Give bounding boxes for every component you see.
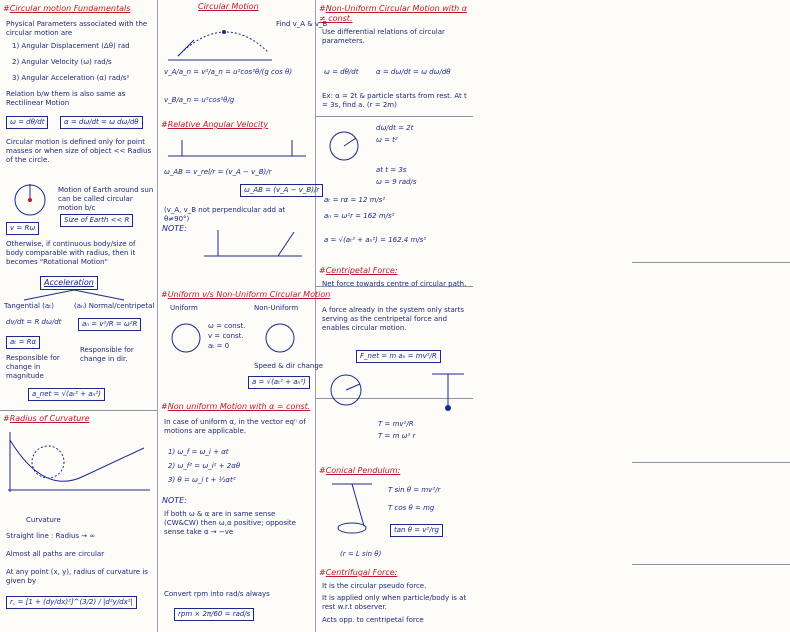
- divider-centrifugal: [632, 564, 790, 565]
- param-3: 3) Angular Acceleration (α) rad/s²: [12, 74, 130, 82]
- projectile-diagram: [164, 16, 274, 64]
- cf-2: It is applied only when particle/body is at rest w.r.t observer.: [322, 594, 467, 611]
- section-title-relative-angular: #Relative Angular Velocity: [161, 120, 269, 129]
- divider-centripetal: [632, 262, 790, 263]
- diff-eq-2: α = dω/dt = ω dω/dθ: [376, 68, 451, 76]
- string-circle-diagram: [322, 370, 372, 410]
- sol-line-4: ω = 9 rad/s: [376, 178, 417, 186]
- uniform-item-3: aₜ = 0: [208, 342, 230, 350]
- example-text: Ex: α = 2t & particle starts from rest. At t = 3s, find a. (r = 2m): [322, 92, 467, 109]
- nonuniform-diagram: [258, 318, 302, 358]
- section-title-circular-motion: Circular Motion: [198, 2, 259, 11]
- alpha-eq: α = dω/dt = ω dω/dθ: [60, 116, 143, 129]
- tsin-eq: T sin θ = mv²/r: [388, 486, 441, 494]
- tan-eq: tan θ = v²/rg: [390, 524, 443, 537]
- nonuni-eq-3: 3) θ = ω_i t + ½αt²: [168, 476, 236, 484]
- intro-text: Physical Parameters associated with the circular motion are: [6, 20, 148, 37]
- centripetal-desc: A force already in the system only starts serving as the centripetal force and enables circular motion.: [322, 306, 465, 332]
- sol-line-6: aₙ = ω²r = 162 m/s²: [324, 212, 395, 220]
- sol-line-5: aₜ = rα = 12 m/s²: [324, 196, 386, 204]
- omega-eq: ω = dθ/dt: [6, 116, 48, 129]
- curvature-label: Curvature: [26, 516, 61, 524]
- at-eq-2: aₜ = Rα: [6, 336, 40, 349]
- v-r-omega: v = Rω: [6, 222, 39, 235]
- divider-conical: [632, 462, 790, 463]
- sol-line-2: ω = t²: [376, 136, 398, 144]
- sol-line-1: dω/dt = 2t: [376, 124, 414, 132]
- section-title-nonuniform: #Non uniform Motion with α = const.: [161, 402, 311, 411]
- column-nonuniform: [316, 0, 474, 632]
- example-circle-diagram: [324, 126, 364, 166]
- param-1: 1) Angular Displacement (Δθ) rad: [12, 42, 130, 50]
- rel-note: (v_A, v_B not perpendicular add at θ≠90°): [164, 206, 286, 223]
- a-formula: a = √(aₜ² + aₙ²): [248, 376, 310, 389]
- note-label-1: NOTE:: [162, 224, 187, 233]
- a-net-eq: a_net = √(aₜ² + aₙ²): [28, 388, 105, 401]
- nonuniform-intro: In case of uniform α, in the vector eqⁿ of motions are applicable.: [164, 418, 306, 435]
- nonuni-eq-1: 1) ω_f = ω_i + αt: [168, 448, 229, 456]
- relation-note: Relation b/w them is also same as Rectilinear Motion: [6, 90, 126, 107]
- va-eq: v_A/a_n = v²/a_n = u²cos²θ/(g cos θ): [164, 68, 293, 76]
- an-note: Responsible for change in dir.: [80, 346, 134, 363]
- t-eq-2: T = m ω² r: [378, 432, 416, 440]
- diff-relations-intro: Use differential relations of circular parameters.: [322, 28, 445, 45]
- uniform-item-2: v = const.: [208, 332, 244, 340]
- conical-pendulum-diagram: [322, 480, 382, 546]
- rotational-note: Otherwise, if continuous body/size of body comparable with radius, then it becomes "Rotational Motion": [6, 240, 136, 266]
- nonuniform-label: Non-Uniform: [254, 304, 299, 312]
- curvature-diagram: [4, 428, 154, 498]
- straight-line-note: Straight line : Radius → ∞: [6, 532, 96, 540]
- earth-condition: Size of Earth << R: [60, 214, 133, 227]
- earth-orbit-diagram: [10, 178, 50, 218]
- at-note: Responsible for change in magnitude: [6, 354, 60, 380]
- section-title-alpha-nonconst: #Non-Uniform Circular Motion with α ≠ const.: [319, 4, 467, 23]
- acceleration-branches: [4, 288, 154, 302]
- cf-1: It is the circular pseudo force.: [322, 582, 427, 590]
- sol-line-3: at t = 3s: [376, 166, 407, 174]
- cf-3: Acts opp. to centripetal force: [322, 616, 424, 624]
- r-eq: (r = L sin θ): [340, 550, 382, 558]
- divider-roc: [0, 410, 157, 411]
- tcos-eq: T cos θ = mg: [388, 504, 435, 512]
- param-2: 2) Angular Velocity (ω) rad/s: [12, 58, 112, 66]
- diff-eq-1: ω = dθ/dt: [324, 68, 359, 76]
- column-circular-motion: [158, 0, 331, 632]
- uniform-label: Uniform: [170, 304, 198, 312]
- uniform-diagram: [166, 318, 206, 358]
- relative-velocity-diagram: [162, 134, 312, 164]
- uniform-item-1: ω = const.: [208, 322, 246, 330]
- nonuni-eq-2: 2) ω_f² = ω_i² + 2αθ: [168, 462, 241, 470]
- t-eq: T = mv²/R: [378, 420, 414, 428]
- section-title-uniform: #Uniform v/s Non-Uniform Circular Motion: [161, 290, 331, 299]
- vb-eq: v_B/a_n = u²cos²θ/g: [164, 96, 235, 104]
- sol-line-7: a = √(aₜ² + aₙ²) = 162.4 m/s²: [324, 236, 427, 244]
- note-label-2: NOTE:: [162, 496, 187, 505]
- convert-note: Convert rpm into rad/s always: [164, 590, 270, 598]
- w-ab-eq-2: ω_AB = (v_A − v_B)/r: [240, 184, 323, 197]
- section-title-centripetal: #Centripetal Force:: [319, 266, 398, 275]
- earth-note: Motion of Earth around sun can be called circular motion b/c: [58, 186, 154, 212]
- at-eq-1: dv/dt = R dω/dt: [6, 318, 62, 326]
- section-title-fundamentals: #Circular motion Fundamentals: [3, 4, 131, 13]
- find-label: Find v_A & v_B: [276, 20, 328, 28]
- section-title-roc: #Radius of Curvature: [3, 414, 90, 423]
- section-title-conical: #Conical Pendulum:: [319, 466, 401, 475]
- speed-dir-note: Speed & dir change: [254, 362, 324, 370]
- centripetal-intro: Net force towards centre of circular path.: [322, 280, 467, 288]
- signs-note: If both ω & α are in same sense (CW&CW) then ω,α positive; opposite sense take α → −ve: [164, 510, 296, 536]
- note-diagram: [198, 222, 308, 262]
- acceleration-header: Acceleration: [40, 276, 98, 290]
- roc-formula: r꜀ = [1 + (dy/dx)²]^(3/2) / |d²y/dx²|: [6, 596, 137, 609]
- an-eq: aₙ = v²/R = ω²R: [78, 318, 141, 331]
- normal-header: (aₙ) Normal/centripetal: [74, 302, 155, 310]
- tangential-header: Tangential (aₜ): [4, 302, 54, 310]
- section-title-centrifugal: #Centrifugal Force:: [319, 568, 398, 577]
- roc-note: Almost all paths are circular: [6, 550, 105, 558]
- roc-general: At any point (x, y), radius of curvature is given by: [6, 568, 148, 585]
- hanging-mass-diagram: [428, 370, 468, 414]
- rpm-eq: rpm × 2π/60 = rad/s: [174, 608, 254, 621]
- column-fundamentals: [0, 0, 158, 632]
- circular-definition: Circular motion is defined only for point masses or when size of object << Radius of the circle.: [6, 138, 152, 164]
- fnet-eq: F_net = m aₙ = mv²/R: [356, 350, 441, 363]
- w-ab-eq: ω_AB = v_rel/r = (v_A − v_B)/r: [164, 168, 272, 176]
